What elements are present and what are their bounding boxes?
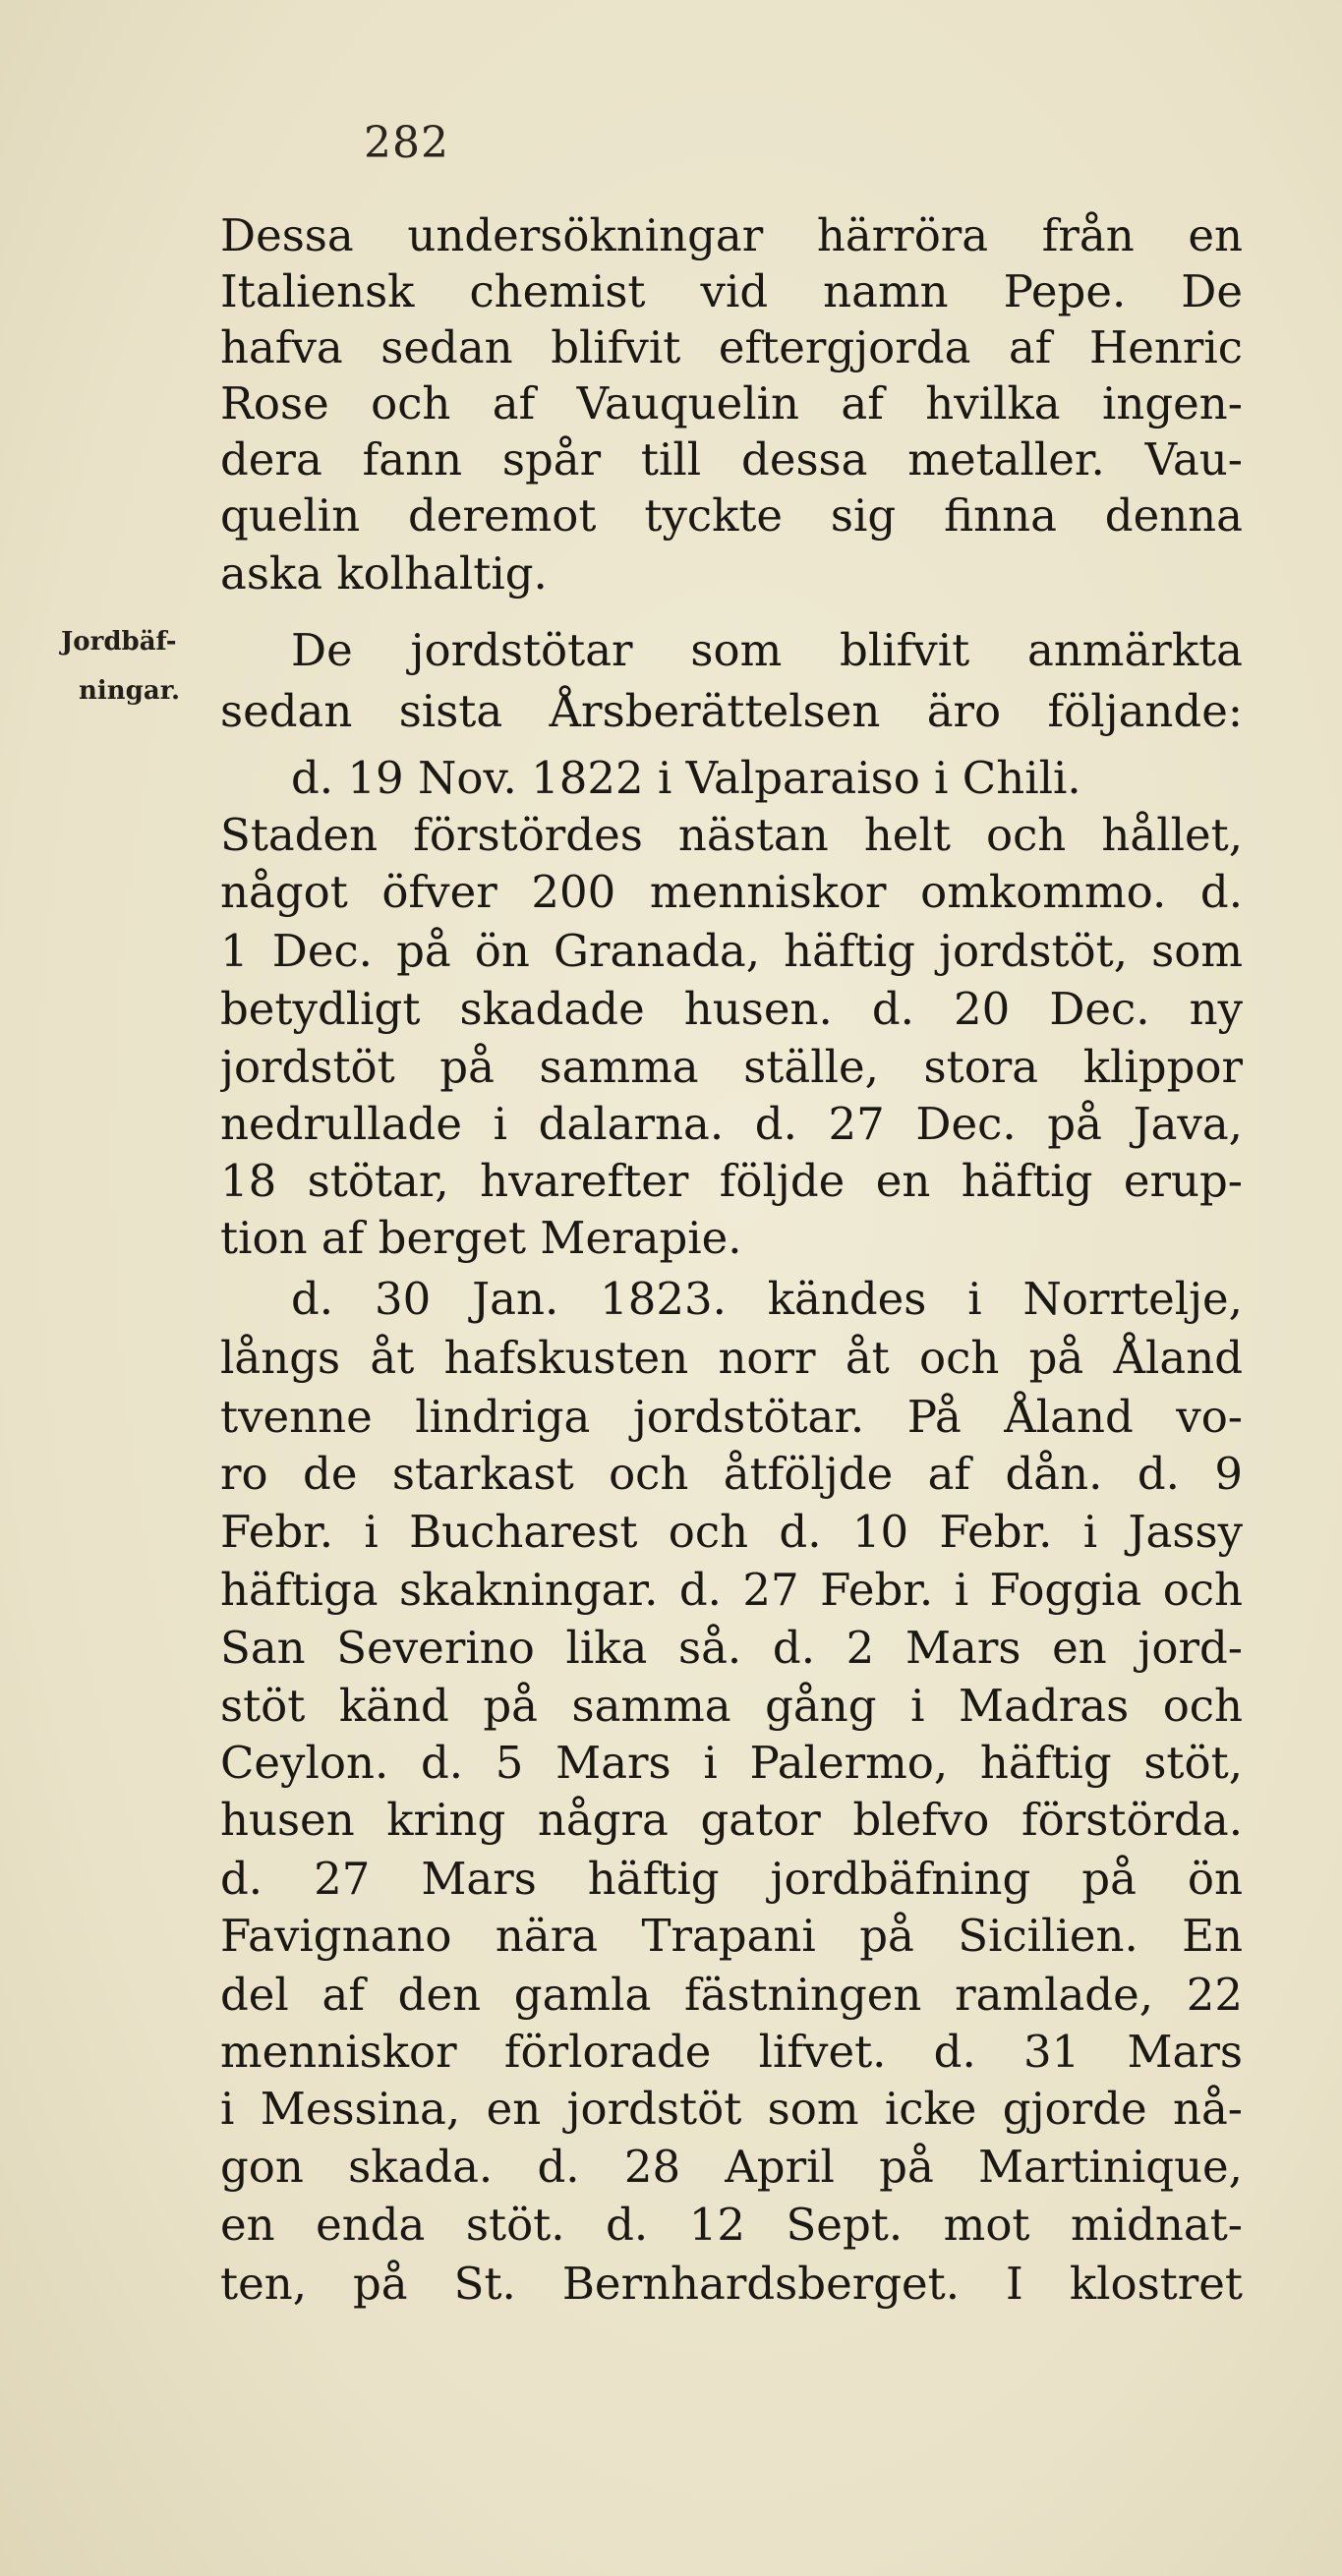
- text-line-10: d. 19 Nov. 1822 i Valparaiso i Chili.: [291, 752, 1081, 804]
- page-number: 282: [364, 118, 449, 168]
- text-line-18: tion af berget Merapie.: [220, 1212, 742, 1264]
- text-line-36: ten, på St. Bernhardsberget. I klostret: [220, 2258, 1243, 2310]
- text-line-14: betydligt skadade husen. d. 20 Dec. ny: [220, 983, 1243, 1035]
- text-line-16: nedrullade i dalarna. d. 27 Dec. på Java,: [220, 1098, 1243, 1150]
- text-line-12: något öfver 200 menniskor omkommo. d.: [220, 866, 1243, 918]
- text-line-6: quelin deremot tyckte sig finna denna: [220, 489, 1243, 542]
- text-line-21: tvenne lindriga jordstötar. På Åland vo-: [220, 1391, 1243, 1443]
- text-line-13: 1 Dec. på ön Granada, häftig jordstöt, som: [220, 925, 1243, 977]
- text-line-5: dera fann spår till dessa metaller. Vau-: [220, 433, 1243, 486]
- text-line-3: hafva sedan blifvit eftergjorda af Henric: [220, 321, 1243, 373]
- text-line-31: del af den gamla fästningen ramlade, 22: [220, 1969, 1243, 2021]
- text-line-11: Staden förstördes nästan helt och hållet,: [220, 809, 1243, 861]
- text-line-30: Favignano nära Trapani på Sicilien. En: [220, 1910, 1243, 1962]
- margin-note-line-1: Jordbäf-: [61, 627, 177, 657]
- text-line-20: långs åt hafskusten norr åt och på Åland: [220, 1332, 1243, 1384]
- text-line-28: husen kring några gator blefvo förstörda.: [220, 1794, 1243, 1846]
- text-line-2: Italiensk chemist vid namn Pepe. De: [220, 265, 1243, 317]
- margin-note-line-2: ningar.: [79, 676, 181, 706]
- text-line-34: gon skada. d. 28 April på Martinique,: [220, 2141, 1243, 2193]
- text-line-9: sedan sista Årsberättelsen äro följande:: [220, 685, 1243, 737]
- text-line-8: De jordstötar som blifvit anmärkta: [291, 624, 1243, 676]
- text-line-23: Febr. i Bucharest och d. 10 Febr. i Jassy: [220, 1506, 1243, 1558]
- text-line-25: San Severino lika så. d. 2 Mars en jord-: [220, 1622, 1243, 1674]
- text-line-15: jordstöt på samma ställe, stora klippor: [220, 1041, 1243, 1093]
- text-line-24: häftiga skakningar. d. 27 Febr. i Foggia och: [220, 1564, 1243, 1616]
- text-line-17: 18 stötar, hvarefter följde en häftig erup-: [220, 1155, 1243, 1207]
- text-line-32: menniskor förlorade lifvet. d. 31 Mars: [220, 2026, 1243, 2078]
- text-line-22: ro de starkast och åtföljde af dån. d. 9: [220, 1448, 1243, 1500]
- text-line-7: aska kolhaltig.: [220, 547, 548, 600]
- text-line-35: en enda stöt. d. 12 Sept. mot midnat-: [220, 2199, 1243, 2251]
- text-line-27: Ceylon. d. 5 Mars i Palermo, häftig stöt,: [220, 1737, 1243, 1789]
- text-line-29: d. 27 Mars häftig jordbäfning på ön: [220, 1853, 1243, 1905]
- text-line-33: i Messina, en jordstöt som icke gjorde nå-: [220, 2083, 1243, 2135]
- text-line-4: Rose och af Vauquelin af hvilka ingen-: [220, 377, 1243, 429]
- text-line-26: stöt känd på samma gång i Madras och: [220, 1680, 1243, 1732]
- text-line-1: Dessa undersökningar härröra från en: [220, 209, 1243, 261]
- text-line-19: d. 30 Jan. 1823. kändes i Norrtelje,: [291, 1273, 1243, 1325]
